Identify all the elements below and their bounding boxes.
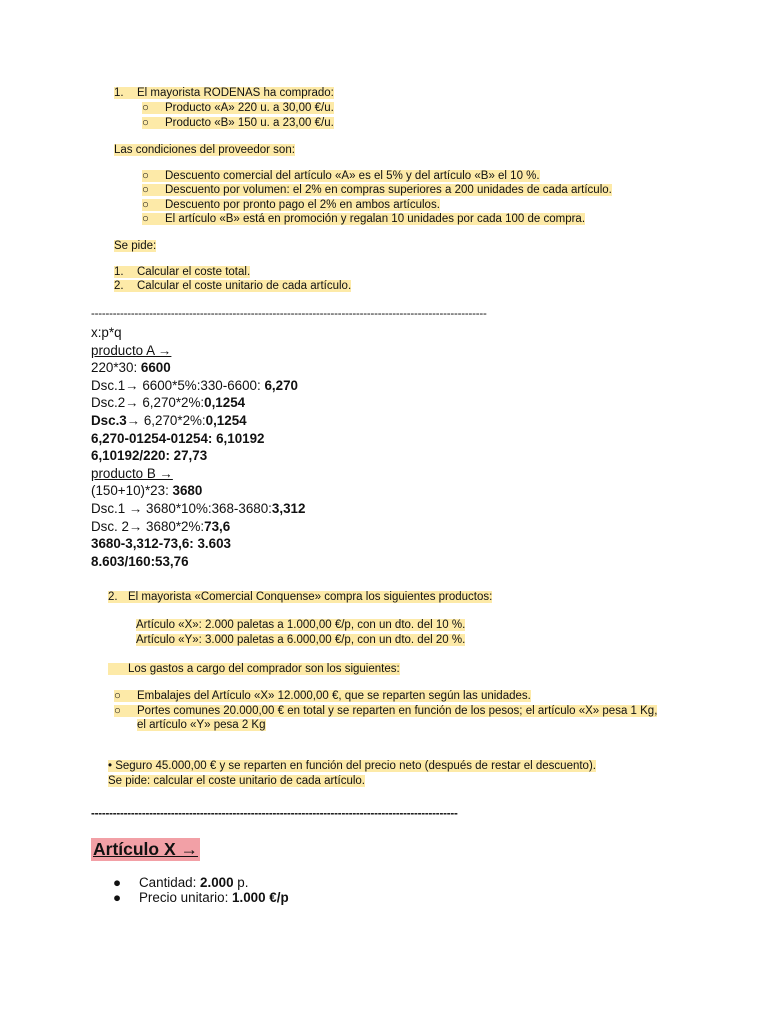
problem-text: El mayorista «Comercial Conquense» compra los siguientes productos: — [128, 591, 493, 603]
asks-label: Se pide: — [114, 240, 157, 252]
list-item — [113, 889, 289, 907]
calc-text: Dsc. 2→ 3680*2%: — [91, 519, 205, 534]
item-value: 1.000 €/p — [232, 890, 289, 905]
problem2-title — [108, 590, 492, 605]
condition-text: Descuento por volumen: el 2% en compras superiores a 200 unidades de cada artículo. — [165, 184, 612, 196]
calc-text: → 6,270*2%: — [126, 413, 206, 428]
ask-item — [114, 279, 351, 294]
calc-result: 3680 — [172, 483, 203, 498]
gasto-text: Portes comunes 20.000,00 € en total y se reparten en función de los pesos; el artículo «X» pesa 1 Kg, — [137, 705, 658, 717]
calc-result: 6600 — [140, 360, 171, 375]
item-suffix: p. — [233, 875, 249, 890]
bullet-icon: ● — [113, 875, 122, 890]
calc-text: 220*30: — [91, 360, 141, 375]
calc-result: 73,6 — [204, 519, 231, 534]
list-number: 2. — [108, 591, 118, 603]
calc-line: 8.603/160:53,76 — [91, 554, 189, 569]
calc-line — [91, 518, 230, 536]
gasto-text: Embalajes del Artículo «X» 12.000,00 €, que se reparten según las unidades. — [137, 690, 531, 702]
gasto-item: ○ Portes comunes 20.000,00 € en total y se reparten en función de los pesos; el artículo «X» pesa 1 Kg, — [114, 705, 658, 717]
list-number: 1. — [114, 87, 124, 99]
calc-result: 3,312 — [271, 501, 306, 516]
list-number: 2. — [114, 280, 124, 292]
gasto-item: ○ Embalajes del Artículo «X» 12.000,00 €, que se reparten según las unidades. — [114, 690, 531, 702]
ask-item — [114, 265, 250, 280]
calc-text: Dsc.2→ 6,270*2%: — [91, 395, 205, 410]
calc-line — [91, 482, 202, 500]
condition-item: ○ Descuento comercial del artículo «A» es el 5% y del artículo «B» el 10 %. — [142, 170, 540, 182]
gasto-item-continued: el artículo «Y» pesa 2 Kg — [137, 719, 266, 731]
product-item: ○ Producto «A» 220 u. a 30,00 €/u. — [142, 102, 334, 114]
condition-text: El artículo «B» está en promoción y regalan 10 unidades por cada 100 de compra. — [165, 213, 586, 225]
calc-label: Dsc.3 — [91, 413, 127, 428]
product-item: ○ Producto «B» 150 u. a 23,00 €/u. — [142, 117, 334, 129]
condition-text: Descuento por pronto pago el 2% en ambos artículos. — [165, 199, 440, 211]
ask-text: Calcular el coste unitario de cada artículo. — [137, 280, 352, 292]
problem-text: El mayorista RODENAS ha comprado: — [137, 87, 334, 99]
product-text: Producto «A» 220 u. a 30,00 €/u. — [165, 102, 334, 114]
calc-text: (150+10)*23: — [91, 483, 173, 498]
separator: ----------------------------------------------------------------------------------------------------- — [91, 808, 458, 820]
ask-text: Calcular el coste total. — [137, 266, 251, 278]
calc-line — [91, 359, 171, 377]
product-b-label: producto B → — [91, 466, 173, 481]
formula: x:p*q — [91, 325, 122, 340]
bullet-icon: ● — [113, 890, 122, 905]
conditions-label: Las condiciones del proveedor son: — [114, 144, 295, 156]
list-number: 1. — [114, 266, 124, 278]
calc-line — [91, 377, 298, 395]
product-a-label: producto A → — [91, 343, 172, 358]
separator: ------------------------------------------------------------------------------------------------------------- — [91, 308, 487, 320]
calc-line: 6,270-01254-01254: 6,10192 — [91, 431, 265, 446]
calc-result: 6,270 — [264, 378, 298, 393]
item-label: Precio unitario: — [139, 890, 233, 905]
condition-text: Descuento comercial del artículo «A» es el 5% y del artículo «B» el 10 %. — [165, 170, 540, 182]
article-y-line: Artículo «Y»: 3.000 paletas a 6.000,00 €/p, con un dto. del 20 %. — [136, 634, 466, 646]
calc-text: Dsc.1→ 6600*5%:330-6600: — [91, 378, 265, 393]
condition-item: ○ Descuento por pronto pago el 2% en ambos artículos. — [142, 199, 440, 211]
calc-line: 3680-3,312-73,6: 3.603 — [91, 536, 231, 551]
calc-line — [91, 412, 247, 430]
calc-text: Dsc.1 → 3680*10%:368-3680: — [91, 501, 272, 516]
problem1-title — [114, 86, 334, 101]
item-label: Cantidad: — [139, 875, 201, 890]
condition-item: ○ El artículo «B» está en promoción y regalan 10 unidades por cada 100 de compra. — [142, 213, 586, 225]
condition-item: ○ Descuento por volumen: el 2% en compras superiores a 200 unidades de cada artículo. — [142, 184, 612, 196]
pide-line: Se pide: calcular el coste unitario de cada artículo. — [108, 775, 365, 787]
gastos-label: Los gastos a cargo del comprador son los siguientes: — [108, 662, 400, 677]
item-value: 2.000 — [200, 875, 234, 890]
seguro-line: • Seguro 45.000,00 € y se reparten en función del precio neto (después de restar el descuento). — [108, 760, 596, 772]
product-text: Producto «B» 150 u. a 23,00 €/u. — [165, 117, 334, 129]
calc-line: 6,10192/220: 27,73 — [91, 448, 208, 463]
calc-line — [91, 394, 245, 412]
article-x-line: Artículo «X»: 2.000 paletas a 1.000,00 €/p, con un dto. del 10 %. — [136, 619, 466, 631]
calc-line — [91, 500, 305, 518]
calc-result: 0,1254 — [205, 413, 247, 428]
article-x-heading: Artículo X → — [93, 839, 199, 859]
calc-result: 0,1254 — [204, 395, 246, 410]
